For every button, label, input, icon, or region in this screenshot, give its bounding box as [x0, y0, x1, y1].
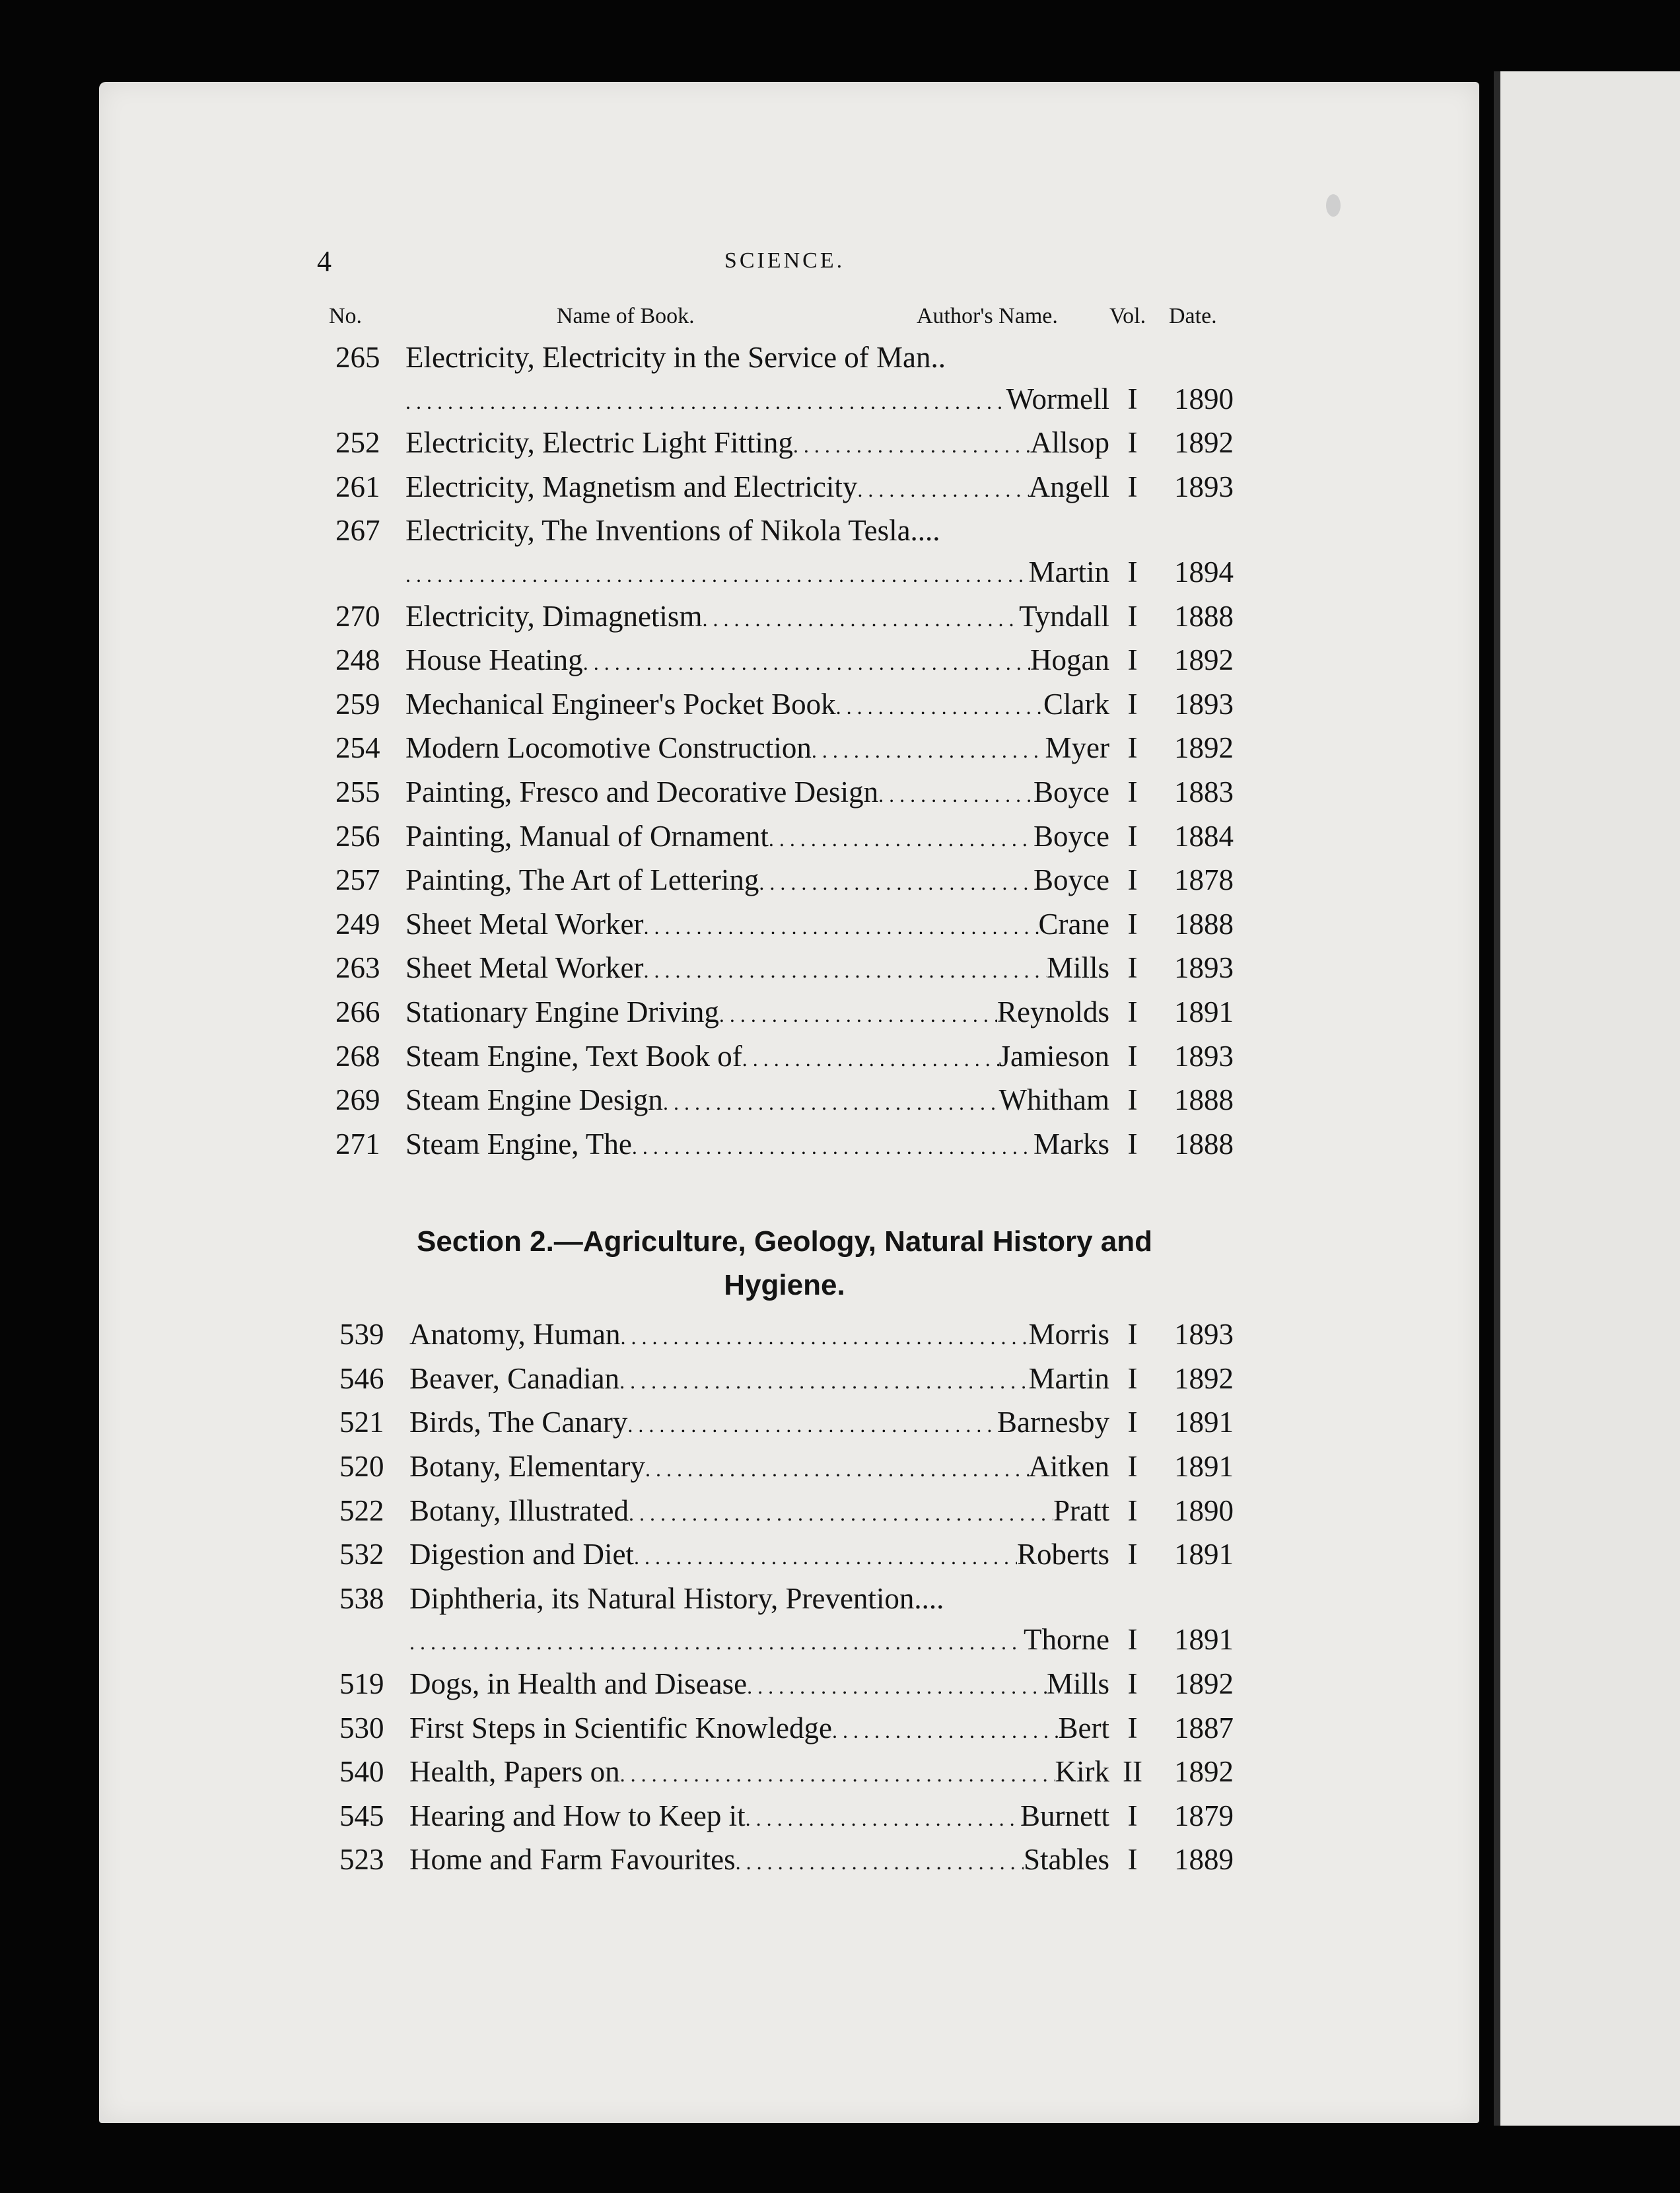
entry-date: 1888 — [1174, 1127, 1234, 1161]
entry-date: 1893 — [1174, 1318, 1234, 1351]
entry-date: 1891 — [1174, 1538, 1234, 1571]
catalogue-entry — [339, 1314, 1234, 1358]
entry-volume: I — [1127, 599, 1138, 633]
entry-number: 261 — [335, 470, 380, 503]
dot-leader — [643, 904, 1038, 948]
entry-author: Roberts — [1017, 1538, 1109, 1571]
entry-volume: I — [1127, 1493, 1138, 1527]
entry-line — [339, 1446, 1234, 1490]
entry-date: 1891 — [1174, 1623, 1234, 1657]
entry-title: Steam Engine Design — [405, 1083, 663, 1117]
dot-leader — [759, 859, 1033, 904]
entry-title-line — [335, 337, 1234, 378]
entry-line — [335, 1036, 1234, 1080]
entry-number: 539 — [339, 1318, 384, 1351]
entry-title: Dogs, in Health and Disease — [409, 1667, 748, 1701]
dot-leader — [746, 1795, 1020, 1840]
entry-line — [335, 727, 1234, 772]
entry-title: Stationary Engine Driving — [405, 995, 719, 1028]
entry-title: Electricity, Electric Light Fitting — [405, 426, 793, 460]
entry-date: 1891 — [1174, 995, 1234, 1028]
entry-title: Digestion and Diet — [409, 1538, 634, 1571]
dot-leader — [663, 1079, 999, 1124]
entry-line — [339, 1402, 1234, 1446]
entry-line — [339, 1314, 1234, 1358]
entry-volume: I — [1127, 1667, 1138, 1701]
entry-date: 1888 — [1174, 907, 1234, 941]
entry-author: Hogan — [1030, 643, 1109, 677]
entry-number: 265 — [335, 341, 380, 374]
section-2-heading-line-2: Hygiene. — [724, 1269, 845, 1302]
entry-date: 1879 — [1174, 1799, 1234, 1832]
dot-leader — [629, 1490, 1053, 1534]
entry-volume: I — [1127, 1039, 1138, 1073]
dot-leader — [719, 991, 997, 1036]
dot-leader — [632, 1124, 1033, 1168]
entry-title-line — [339, 1578, 1234, 1620]
entry-date: 1891 — [1174, 1406, 1234, 1439]
entry-author: Angell — [1028, 470, 1109, 503]
entry-volume: I — [1127, 1127, 1138, 1161]
dot-leader — [857, 466, 1028, 511]
entry-date: 1892 — [1174, 426, 1234, 460]
dot-leader — [736, 1839, 1024, 1883]
dot-leader — [619, 1358, 1028, 1402]
entry-author: Bert — [1058, 1711, 1109, 1744]
entry-number: 254 — [335, 731, 380, 765]
entry-line — [335, 1079, 1234, 1124]
section-2-heading-line-1: Section 2.—Agriculture, Geology, Natural History and — [416, 1225, 1153, 1258]
entry-date: 1884 — [1174, 819, 1234, 853]
catalogue-entry — [335, 947, 1234, 991]
entry-author: Pratt — [1053, 1493, 1109, 1527]
catalogue-entry — [335, 772, 1234, 816]
page-number: 4 — [317, 245, 332, 277]
dot-leader — [878, 772, 1033, 816]
entry-volume: I — [1127, 1450, 1138, 1484]
entry-author: Morris — [1028, 1318, 1109, 1351]
entry-title: Beaver, Canadian — [409, 1361, 620, 1395]
entry-volume: I — [1127, 1406, 1138, 1439]
dot-leader — [645, 1446, 1029, 1490]
dot-leader — [643, 947, 1047, 991]
entry-author: Wormell — [1006, 382, 1109, 415]
entry-number: 530 — [339, 1711, 384, 1744]
entry-title: Hearing and How to Keep it — [409, 1799, 746, 1832]
running-head — [317, 244, 1234, 297]
entry-line — [335, 1124, 1234, 1168]
column-header-vol: Vol. — [1109, 304, 1146, 328]
entry-number: 538 — [339, 1581, 384, 1615]
entry-author: Whitham — [998, 1083, 1109, 1117]
entry-volume: I — [1127, 731, 1138, 765]
catalogue-entry — [335, 991, 1234, 1036]
section-2-heading — [335, 1220, 1234, 1307]
catalogue-entry — [335, 904, 1234, 948]
entry-line — [335, 422, 1234, 466]
entry-author: Kirk — [1055, 1755, 1109, 1789]
entry-title: Botany, Elementary — [409, 1450, 645, 1484]
section-1-entries — [335, 337, 1234, 1167]
catalogue-entry — [339, 1490, 1234, 1534]
entry-number: 257 — [335, 863, 380, 897]
entry-title: Modern Locomotive Construction — [405, 731, 812, 765]
entry-date: 1892 — [1174, 643, 1234, 677]
dot-leader — [742, 1036, 999, 1080]
dot-leader — [409, 1619, 1024, 1663]
entry-line — [335, 684, 1234, 728]
catalogue-entry — [335, 1036, 1234, 1080]
entry-volume: I — [1127, 1083, 1138, 1117]
entry-number: 546 — [339, 1361, 384, 1395]
catalogue-entry — [335, 816, 1234, 860]
entry-date: 1889 — [1174, 1843, 1234, 1877]
dot-leader — [702, 596, 1019, 640]
entry-number: 271 — [335, 1127, 380, 1161]
entry-line — [335, 466, 1234, 511]
entry-title: Electricity, Electricity in the Service of Man.. — [405, 341, 946, 374]
entry-number: 540 — [339, 1755, 384, 1789]
dot-leader — [793, 422, 1030, 466]
catalogue-entry — [335, 639, 1234, 684]
entry-title: Home and Farm Favourites — [409, 1843, 736, 1877]
entry-volume: I — [1127, 863, 1138, 897]
entry-volume: II — [1123, 1755, 1142, 1789]
entry-volume: I — [1127, 951, 1138, 985]
entry-line — [335, 991, 1234, 1036]
entry-author: Crane — [1038, 907, 1109, 941]
entry-author: Boyce — [1033, 863, 1109, 897]
entry-title: Painting, Fresco and Decorative Design — [405, 775, 879, 809]
entry-volume: I — [1127, 470, 1138, 503]
entry-title: First Steps in Scientific Knowledge — [409, 1711, 832, 1744]
catalogue-entry — [335, 422, 1234, 466]
entry-volume: I — [1127, 1623, 1138, 1657]
entry-volume: I — [1127, 1799, 1138, 1832]
entry-date: 1892 — [1174, 1755, 1234, 1789]
entry-title: Birds, The Canary — [409, 1406, 628, 1439]
entry-volume: I — [1127, 643, 1138, 677]
entry-number: 522 — [339, 1493, 384, 1527]
entry-author: Tyndall — [1019, 599, 1109, 633]
dot-leader — [627, 1402, 997, 1446]
entry-continuation-line — [335, 378, 1234, 423]
dot-leader — [747, 1663, 1047, 1708]
entry-line — [335, 904, 1234, 948]
entry-title: Botany, Illustrated — [409, 1493, 629, 1527]
entry-number: 255 — [335, 775, 380, 809]
entry-line — [335, 772, 1234, 816]
entry-title: Electricity, The Inventions of Nikola Tesla.... — [405, 514, 940, 548]
entry-continuation-line — [339, 1619, 1234, 1663]
entry-author: Mills — [1046, 951, 1109, 985]
entry-volume: I — [1127, 775, 1138, 809]
dot-leader — [836, 684, 1043, 728]
entry-date: 1888 — [1174, 1083, 1234, 1117]
entry-number: 263 — [335, 951, 380, 985]
entry-volume: I — [1127, 382, 1138, 415]
entry-number: 532 — [339, 1538, 384, 1571]
catalogue-entry — [335, 596, 1234, 640]
entry-number: 266 — [335, 995, 380, 1028]
entry-date: 1891 — [1174, 1450, 1234, 1484]
entry-line — [335, 947, 1234, 991]
entry-date: 1883 — [1174, 775, 1234, 809]
entry-volume: I — [1127, 555, 1138, 589]
paper-speck — [1326, 194, 1341, 217]
dot-leader — [832, 1708, 1059, 1752]
entry-date: 1893 — [1174, 1039, 1234, 1073]
entry-author: Reynolds — [997, 995, 1109, 1028]
entry-date: 1888 — [1174, 599, 1234, 633]
catalogue-entry — [339, 1534, 1234, 1578]
dot-leader — [812, 727, 1045, 772]
entry-author: Thorne — [1024, 1623, 1109, 1657]
catalogue-entry — [339, 1578, 1234, 1663]
entry-number: 520 — [339, 1450, 384, 1484]
entry-number: 248 — [335, 643, 380, 677]
entry-date: 1890 — [1174, 1493, 1234, 1527]
entry-line — [339, 1795, 1234, 1840]
entry-line — [339, 1751, 1234, 1795]
entry-author: Aitken — [1028, 1450, 1109, 1484]
catalogue-entry — [335, 466, 1234, 511]
entry-line — [339, 1490, 1234, 1534]
entry-volume: I — [1127, 1843, 1138, 1877]
dot-leader — [769, 816, 1033, 860]
dot-leader — [620, 1751, 1055, 1795]
entry-number: 249 — [335, 907, 380, 941]
catalogue-entry — [335, 510, 1234, 595]
entry-number: 256 — [335, 819, 380, 853]
catalogue-entry — [339, 1663, 1234, 1708]
entry-author: Marks — [1033, 1127, 1109, 1161]
entry-number: 545 — [339, 1799, 384, 1832]
entry-continuation-line — [335, 552, 1234, 596]
catalogue-entry — [339, 1839, 1234, 1883]
catalogue-entry — [339, 1358, 1234, 1402]
entry-volume: I — [1127, 1361, 1138, 1395]
entry-title: Mechanical Engineer's Pocket Book — [405, 687, 836, 721]
entry-volume: I — [1127, 1538, 1138, 1571]
entry-line — [335, 859, 1234, 904]
dot-leader — [405, 552, 1029, 596]
entry-number: 523 — [339, 1843, 384, 1877]
entry-date: 1892 — [1174, 731, 1234, 765]
entry-author: Stables — [1024, 1843, 1109, 1877]
entry-date: 1878 — [1174, 863, 1234, 897]
entry-number: 267 — [335, 514, 380, 548]
catalogue-entry — [335, 337, 1234, 422]
entry-number: 521 — [339, 1406, 384, 1439]
entry-number: 252 — [335, 426, 380, 460]
entry-volume: I — [1127, 995, 1138, 1028]
section-2-entries — [339, 1314, 1234, 1883]
entry-number: 270 — [335, 599, 380, 633]
entry-title: Health, Papers on — [409, 1755, 620, 1789]
entry-title: Anatomy, Human — [409, 1318, 621, 1351]
column-headers — [329, 297, 1234, 337]
entry-date: 1893 — [1174, 470, 1234, 503]
entry-title: Diphtheria, its Natural History, Prevention.... — [409, 1581, 944, 1615]
entry-title: House Heating — [405, 643, 583, 677]
entry-number: 519 — [339, 1667, 384, 1701]
entry-line — [339, 1708, 1234, 1752]
catalogue-entry — [335, 859, 1234, 904]
entry-author: Martin — [1028, 1361, 1109, 1395]
entry-author: Boyce — [1033, 819, 1109, 853]
entry-author: Barnesby — [997, 1406, 1109, 1439]
entry-title: Painting, The Art of Lettering — [405, 863, 759, 897]
catalogue-entry — [335, 727, 1234, 772]
entry-volume: I — [1127, 819, 1138, 853]
column-header-no: No. — [329, 304, 363, 328]
column-header-author: Author's Name. — [917, 304, 1058, 328]
entry-title: Steam Engine, Text Book of — [405, 1039, 742, 1073]
entry-title-line — [335, 510, 1234, 552]
page-content — [317, 244, 1234, 1883]
catalogue-entry — [335, 1079, 1234, 1124]
entry-title: Electricity, Magnetism and Electricity — [405, 470, 858, 503]
catalogue-entry — [339, 1708, 1234, 1752]
entry-date: 1893 — [1174, 951, 1234, 985]
catalogue-entry — [339, 1446, 1234, 1490]
entry-title: Sheet Metal Worker — [405, 907, 644, 941]
entry-line — [335, 639, 1234, 684]
entry-author: Jamieson — [998, 1039, 1109, 1073]
running-title: SCIENCE. — [724, 248, 845, 273]
entry-date: 1890 — [1174, 382, 1234, 415]
entry-author: Burnett — [1020, 1799, 1109, 1832]
entry-date: 1892 — [1174, 1361, 1234, 1395]
entry-volume: I — [1127, 1711, 1138, 1744]
catalogue-entry — [335, 1124, 1234, 1168]
entry-title: Steam Engine, The — [405, 1127, 632, 1161]
entry-author: Martin — [1028, 555, 1109, 589]
entry-line — [335, 596, 1234, 640]
entry-line — [339, 1534, 1234, 1578]
entry-date: 1887 — [1174, 1711, 1234, 1744]
entry-title: Electricity, Dimagnetism — [405, 599, 703, 633]
entry-volume: I — [1127, 687, 1138, 721]
facing-page-edge — [1494, 71, 1680, 2126]
column-header-name: Name of Book. — [557, 304, 695, 328]
catalogue-entry — [339, 1795, 1234, 1840]
dot-leader — [634, 1534, 1017, 1578]
dot-leader — [405, 378, 1006, 423]
entry-date: 1894 — [1174, 555, 1234, 589]
entry-author: Mills — [1046, 1667, 1109, 1701]
entry-line — [339, 1663, 1234, 1708]
entry-author: Boyce — [1033, 775, 1109, 809]
catalogue-entry — [339, 1402, 1234, 1446]
dot-leader — [583, 639, 1030, 684]
entry-number: 259 — [335, 687, 380, 721]
entry-title: Painting, Manual of Ornament — [405, 819, 769, 853]
entry-line — [335, 816, 1234, 860]
dot-leader — [621, 1314, 1029, 1358]
entry-author: Myer — [1045, 731, 1109, 765]
entry-line — [339, 1839, 1234, 1883]
catalogue-entry — [335, 684, 1234, 728]
entry-volume: I — [1127, 1318, 1138, 1351]
entry-author: Allsop — [1030, 426, 1109, 460]
entry-author: Clark — [1043, 687, 1109, 721]
entry-volume: I — [1127, 907, 1138, 941]
entry-line — [339, 1358, 1234, 1402]
entry-number: 268 — [335, 1039, 380, 1073]
entry-number: 269 — [335, 1083, 380, 1117]
entry-date: 1893 — [1174, 687, 1234, 721]
column-header-date: Date. — [1169, 304, 1217, 328]
catalogue-entry — [339, 1751, 1234, 1795]
entry-volume: I — [1127, 426, 1138, 460]
entry-title: Sheet Metal Worker — [405, 951, 644, 985]
entry-date: 1892 — [1174, 1667, 1234, 1701]
